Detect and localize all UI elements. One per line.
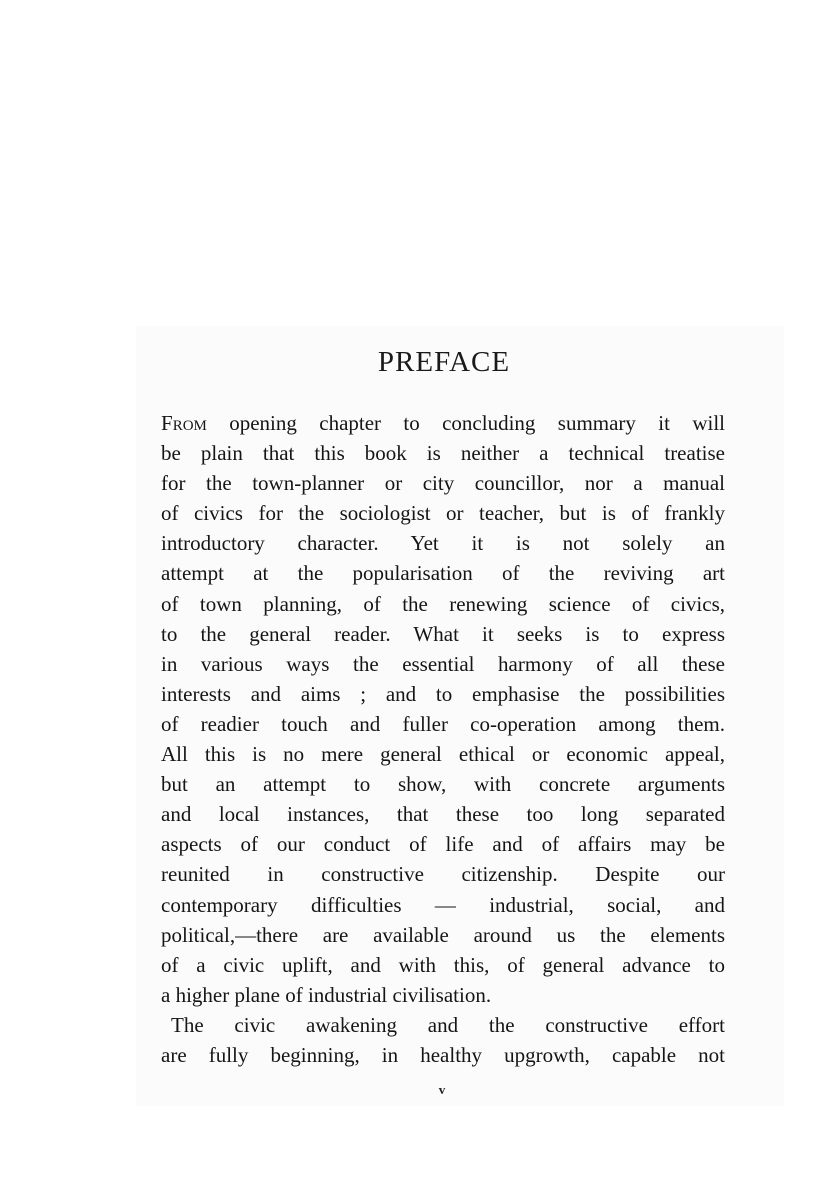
text-line: introductory character. Yet it is not solely an xyxy=(161,531,725,556)
text-line: in various ways the essential harmony of all these xyxy=(161,651,725,676)
body-text xyxy=(161,408,725,1070)
text-line: to the general reader. What it seeks is to express xyxy=(161,621,725,646)
text-line: The civic awakening and the constructive effort xyxy=(171,1012,725,1037)
text-line: of civics for the sociologist or teacher, but is of frankly xyxy=(161,501,725,526)
page-title: PREFACE xyxy=(377,346,511,378)
text-line: are fully beginning, in healthy upgrowth, capable not xyxy=(161,1042,725,1067)
text-line: be plain that this book is neither a technical treatise xyxy=(161,441,725,466)
paragraph-2 xyxy=(161,1010,725,1070)
text-line: interests and aims ; and to emphasise the possibilities xyxy=(161,681,725,706)
page-number: v xyxy=(438,1082,446,1097)
text-line: political,—there are available around us the elements xyxy=(161,922,725,947)
text-line: aspects of our conduct of life and of affairs may be xyxy=(161,832,725,857)
text-line: and local instances, that these too long separated xyxy=(161,802,725,827)
text-line: of readier touch and fuller co-operation among them. xyxy=(161,711,725,736)
text-line: From opening chapter to concluding summary it will xyxy=(161,411,725,435)
text-line: for the town-planner or city councillor, nor a manual xyxy=(161,471,725,496)
text-line: All this is no mere general ethical or economic appeal, xyxy=(161,742,725,767)
text-line: of town planning, of the renewing science of civics, xyxy=(161,591,725,616)
paragraph-1 xyxy=(161,408,725,1010)
text-line: contemporary difficulties — industrial, social, and xyxy=(161,892,725,917)
text-line: but an attempt to show, with concrete arguments xyxy=(161,772,725,797)
text-line: a higher plane of industrial civilisation. xyxy=(161,982,492,1007)
text-line: attempt at the popularisation of the reviving art xyxy=(161,561,725,586)
text-line: reunited in constructive citizenship. Despite our xyxy=(161,862,725,887)
text-line: of a civic uplift, and with this, of general advance to xyxy=(161,952,725,977)
